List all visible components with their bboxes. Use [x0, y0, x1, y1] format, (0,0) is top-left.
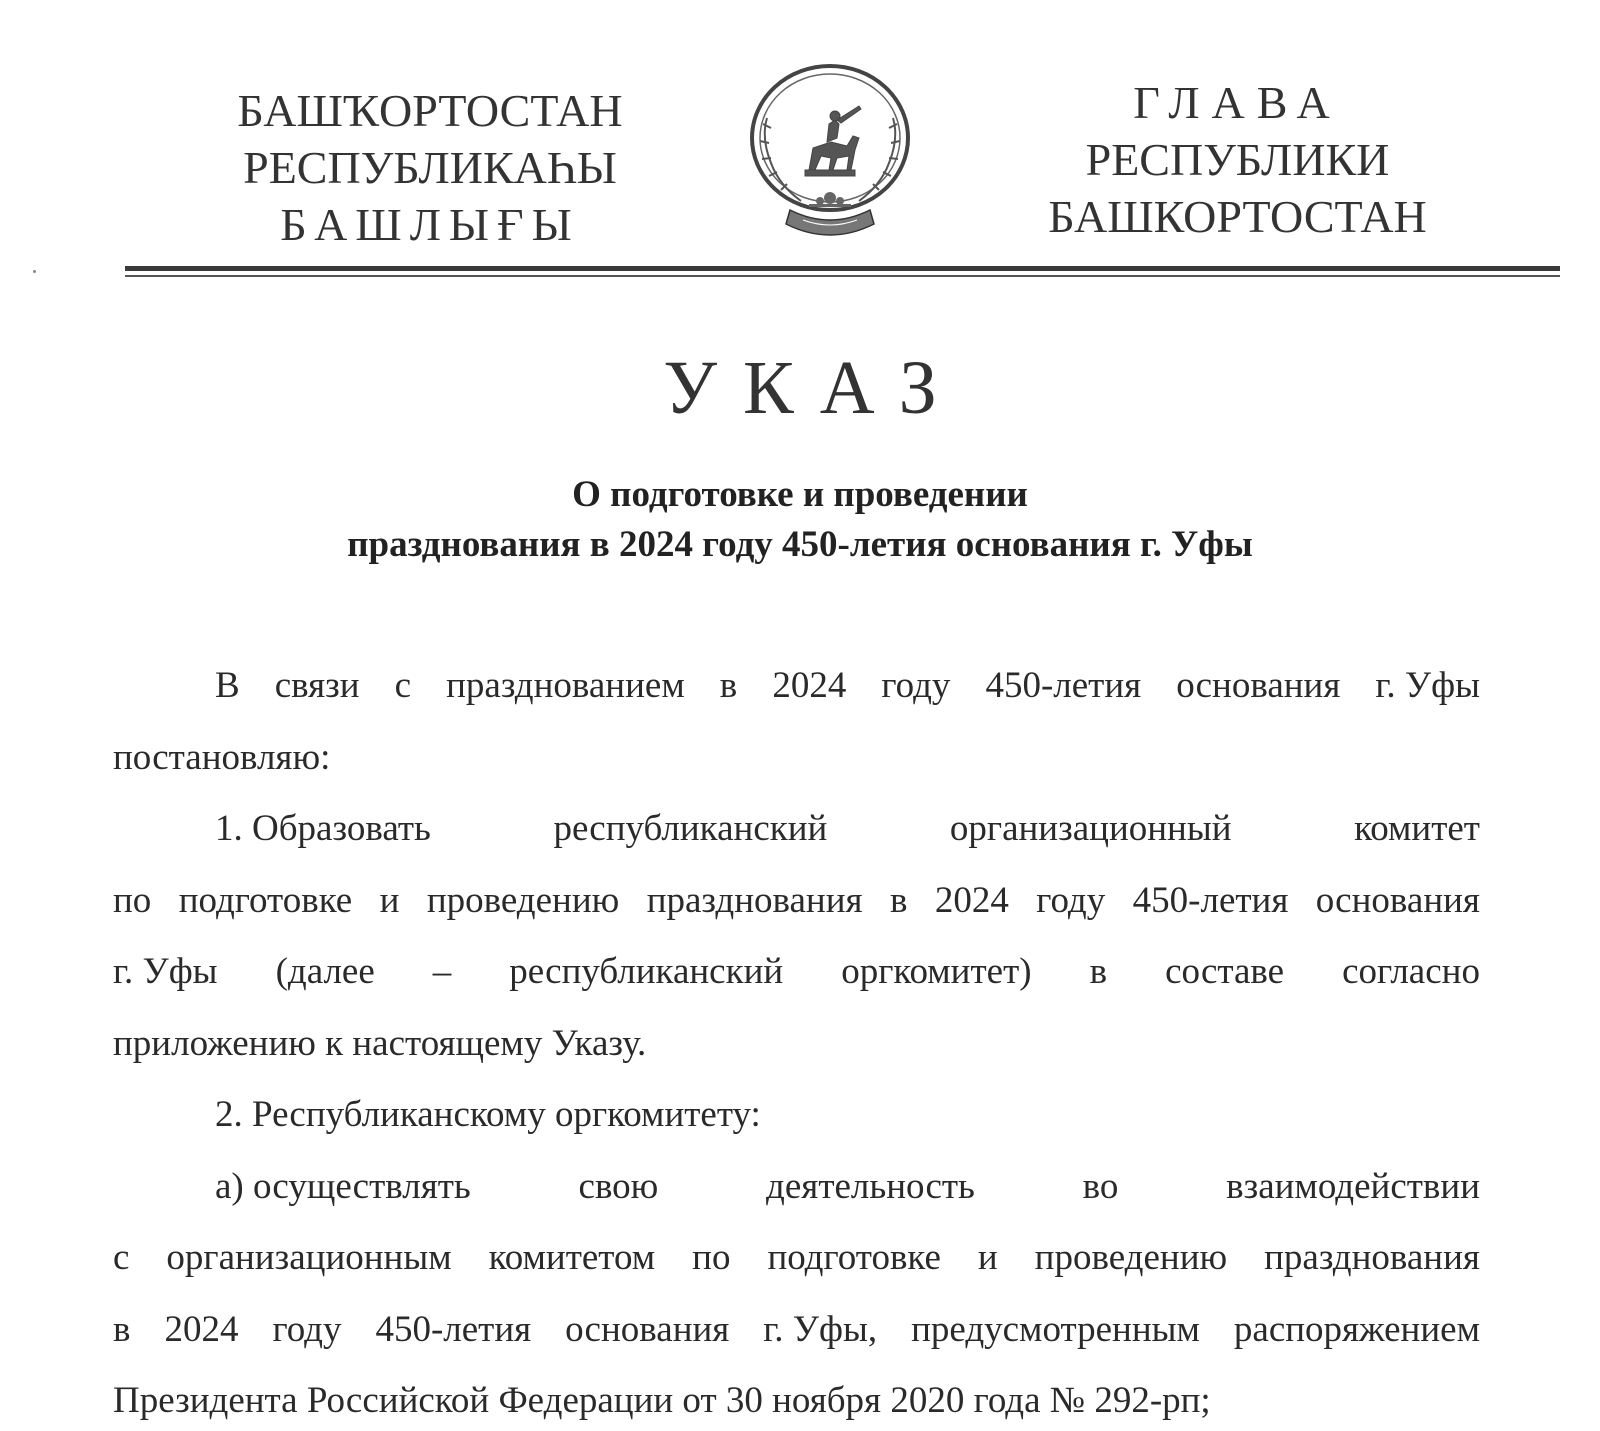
body-word: г. Уфы [113, 951, 218, 992]
letterhead-bashkir-line2: РЕСПУБЛИКАҺЫ [243, 142, 617, 193]
body-word: с [394, 665, 412, 706]
body-word: республиканский [553, 808, 828, 849]
decree-subject-line1: О подготовке и проведении [572, 474, 1028, 515]
body-word: деятельность [766, 1165, 975, 1207]
decree-body [113, 650, 1480, 1431]
body-word: свою [578, 1165, 659, 1207]
body-word: году [881, 665, 951, 706]
body-word: 2024 [164, 1308, 239, 1350]
body-line [113, 1222, 1480, 1294]
letterhead-divider-thin [125, 275, 1560, 277]
letterhead-bashkir [200, 82, 660, 253]
body-word: празднованием [446, 665, 685, 706]
letterhead-russian-line3: БАШКОРТОСТАН [1048, 191, 1427, 242]
body-word: г. Уфы [1375, 665, 1480, 706]
body-line: 2. Республиканскому оргкомитету: [215, 1094, 761, 1135]
body-word: г. Уфы, [763, 1308, 878, 1350]
body-line [113, 793, 1480, 865]
body-word: распоряжением [1233, 1308, 1480, 1350]
body-word: в [1089, 951, 1108, 992]
body-word: основания [565, 1308, 730, 1350]
body-word: 2024 [772, 665, 847, 706]
body-word: связи [274, 665, 360, 706]
body-word: проведению [426, 879, 620, 921]
body-word: в [719, 665, 738, 706]
body-line: приложению к настоящему Указу. [113, 1022, 647, 1064]
body-word: В [215, 665, 240, 706]
body-word: году [272, 1308, 342, 1350]
body-word: взаимодействии [1226, 1165, 1480, 1207]
letterhead-russian [1025, 74, 1450, 245]
decree-subject [0, 470, 1600, 570]
body-word: республиканский [509, 951, 784, 992]
letterhead-divider-thick [125, 266, 1560, 271]
body-line [113, 1151, 1480, 1223]
body-line: Президента Российской Федерации от 30 ноября 2020 года № 292-рп; [113, 1380, 1211, 1421]
body-line [113, 1294, 1480, 1366]
body-word: составе [1165, 951, 1285, 992]
body-word: с [113, 1237, 130, 1278]
body-word: предусмотренным [911, 1308, 1200, 1350]
body-word: 450-летия [1132, 879, 1289, 921]
body-word: комитет [1354, 808, 1480, 849]
body-line: постановляю: [113, 736, 331, 778]
decree-subject-line2: празднования в 2024 году 450-летия основания г. Уфы [347, 524, 1253, 565]
body-word: празднования [646, 879, 863, 921]
body-word: а) осуществлять [215, 1165, 471, 1207]
body-word: организационным [166, 1237, 452, 1278]
body-word: году [1036, 879, 1106, 921]
body-word: (далее [275, 951, 375, 992]
body-word: организационный [949, 808, 1232, 849]
body-word: комитетом [488, 1237, 656, 1278]
body-line [113, 936, 1480, 1008]
body-word: оргкомитет) [841, 951, 1032, 992]
body-word: и [379, 879, 400, 921]
body-word: празднования [1264, 1237, 1480, 1278]
body-line [113, 650, 1480, 722]
body-word: по [113, 879, 152, 921]
body-word: – [432, 951, 452, 992]
body-line [113, 865, 1480, 937]
body-word: 2024 [934, 879, 1009, 921]
letterhead-russian-line2: РЕСПУБЛИКИ [1085, 134, 1390, 185]
body-word: и [977, 1237, 998, 1278]
coat-of-arms-icon [745, 58, 915, 243]
body-word: основания [1315, 879, 1480, 921]
letterhead-bashkir-line3: БАШЛЫҒЫ [280, 199, 580, 250]
body-word: в [113, 1308, 131, 1350]
letterhead-russian-line1: ГЛАВА [1133, 77, 1342, 128]
body-word: согласно [1342, 951, 1480, 992]
body-word: подготовке [767, 1237, 941, 1278]
scan-speck [33, 270, 36, 273]
body-word: 1. Образовать [215, 808, 431, 849]
body-word: подготовке [178, 879, 353, 921]
body-word: в [889, 879, 908, 921]
body-word: основания [1176, 665, 1341, 706]
body-word: 450-летия [985, 665, 1142, 706]
body-word: проведению [1034, 1237, 1228, 1278]
letterhead-bashkir-line1: БАШҠОРТОСТАН [237, 85, 623, 136]
body-word: во [1082, 1165, 1119, 1207]
document-type-title: УКАЗ [663, 346, 963, 430]
body-word: 450-летия [375, 1308, 532, 1350]
body-word: по [692, 1237, 731, 1278]
